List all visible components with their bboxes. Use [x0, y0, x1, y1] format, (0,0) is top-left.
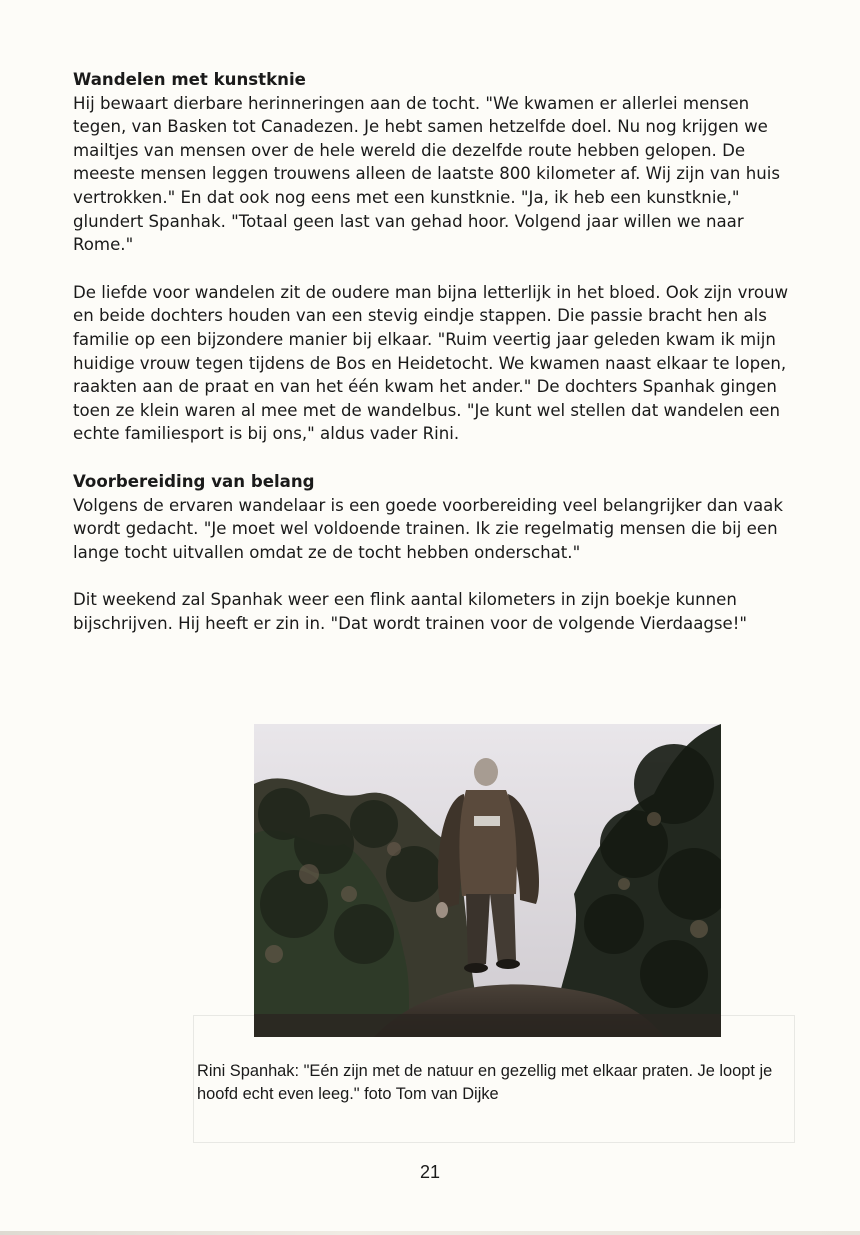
paragraph-voorbereiding: Volgens de ervaren wandelaar is een goede voorbereiding veel belangrijker dan vaak wordt gedacht. "Je moet wel voldoende trainen. Ik zie regelmatig mensen die bij een lange tocht uitvallen omdat ze de tocht hebben onderschat." — [73, 495, 783, 562]
paragraph-dit-weekend: Dit weekend zal Spanhak weer een flink aantal kilometers in zijn boekje kunnen bijschrijven. Hij heeft er zin in. "Dat wordt trainen voor de volgende Vierdaagse!" — [73, 590, 748, 633]
article-column — [73, 68, 803, 635]
photo-illustration — [254, 724, 721, 1037]
section-heading-voorbereiding: Voorbereiding van belang — [73, 471, 315, 491]
photo-caption: Rini Spanhak: "Eén zijn met de natuur en gezellig met elkaar praten. Je loopt je hoofd echt even leeg." foto Tom van Dijke — [197, 1062, 773, 1103]
paragraph-liefde-voor-wandelen: De liefde voor wandelen zit de oudere man bijna letterlijk in het bloed. Ook zijn vrouw en beide dochters houden van een stevig eindje stappen. Die passie bracht hen als familie op een bijzondere manier bij elkaar. "Ruim veertig jaar geleden kwam ik mijn huidige vrouw tegen tijdens de Bos en Heidetocht. We kwamen naast elkaar te lopen, raakten aan de praat en van het één kwam het ander." De dochters Spanhak gingen toen ze klein waren al mee met de wandelbus. "Je kunt wel stellen dat wandelen een echte familiesport is bij ons," aldus vader Rini. — [73, 282, 789, 444]
scan-edge — [0, 1231, 860, 1235]
photo-walker — [254, 724, 721, 1037]
section-heading-kunstknie: Wandelen met kunstknie — [73, 70, 306, 89]
paragraph-herinneringen: Hij bewaart dierbare herinneringen aan de tocht. "We kwamen er allerlei mensen tegen, van Basken tot Canadezen. Je hebt samen hetzelfde doel. Nu nog krijgen we mailtjes van mensen over de hele wereld die dezelfde route hebben gelopen. De meeste mensen leggen trouwens alleen de laatste 800 kilometer af. Wij zijn van huis vertrokken." En dat ook nog eens met een kunstknie. "Ja, ik heb een kunstknie," glundert Spanhak. "Totaal geen last van gehad hoor. Volgend jaar willen we naar Rome." — [73, 93, 780, 255]
page-number: 21 — [419, 1162, 441, 1182]
